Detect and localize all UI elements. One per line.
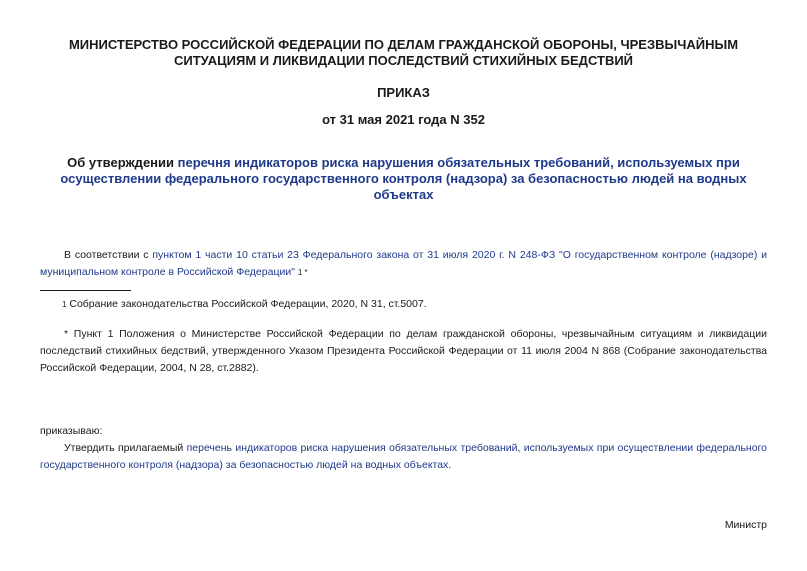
footnote-1-mark: 1	[62, 300, 67, 309]
document-title	[46, 155, 761, 203]
title-prefix: Об утверждении	[67, 155, 178, 170]
preamble-prefix: В соответствии с	[64, 249, 153, 261]
ministry-line-1: МИНИСТЕРСТВО РОССИЙСКОЙ ФЕДЕРАЦИИ ПО ДЕЛАМ ГРАЖДАНСКОЙ ОБОРОНЫ, ЧРЕЗВЫЧАЙНЫМ	[68, 37, 739, 52]
footnote-1-text: Собрание законодательства Российской Федерации, 2020, N 31, ст.5007.	[69, 298, 427, 310]
ministry-line-2: СИТУАЦИЯМ И ЛИКВИДАЦИИ ПОСЛЕДСТВИЙ СТИХИЙНЫХ БЕДСТВИЙ	[173, 53, 634, 68]
order-prefix: Утвердить прилагаемый	[64, 442, 187, 454]
footnote-divider	[40, 290, 131, 291]
footnote-1	[62, 296, 767, 313]
title-link[interactable]: перечня индикаторов риска нарушения обязательных требований, используемых при осуществлении федерального государственного контроля (надзора) за безопасностью людей на водных объектах	[60, 155, 747, 202]
document-date: от 31 мая 2021 года N 352	[322, 112, 485, 127]
signature-role: Министр	[724, 519, 767, 531]
footnote-2: * Пункт 1 Положения о Министерстве Российской Федерации по делам гражданской обороны, чрезвычайным ситуациям и ликвидации последствий стихийных бедствий, утвержденного Указом Президента Российской Федерации от 11 июля 2004 N 868 (Собрание законодательства Российской Федерации, 2004, N 28, ст.2882).	[40, 328, 767, 374]
preamble-paragraph	[40, 247, 767, 281]
law-link[interactable]: пунктом 1 части 10 статьи 23 Федерального закона от 31 июля 2020 г. N 248-ФЗ "О государственном контроле (надзоре) и муниципальном контроле в Российской Федерации"	[40, 249, 768, 278]
order-command: приказываю:	[40, 425, 103, 437]
list-link[interactable]: перечень индикаторов риска нарушения обязательных требований, используемых при осуществлении федерального государственного контроля (надзора) за безопасностью людей на водных объектах	[40, 442, 767, 471]
ministry-name	[40, 37, 767, 69]
order-paragraph: Утвердить прилагаемый перечень индикаторов риска нарушения обязательных требований, используемых при осуществлении федерального государственного контроля (надзора) за безопасностью людей на водных объектах.	[40, 442, 767, 471]
document-type: ПРИКАЗ	[377, 85, 430, 100]
footnote-marks: 1 *	[297, 268, 308, 277]
